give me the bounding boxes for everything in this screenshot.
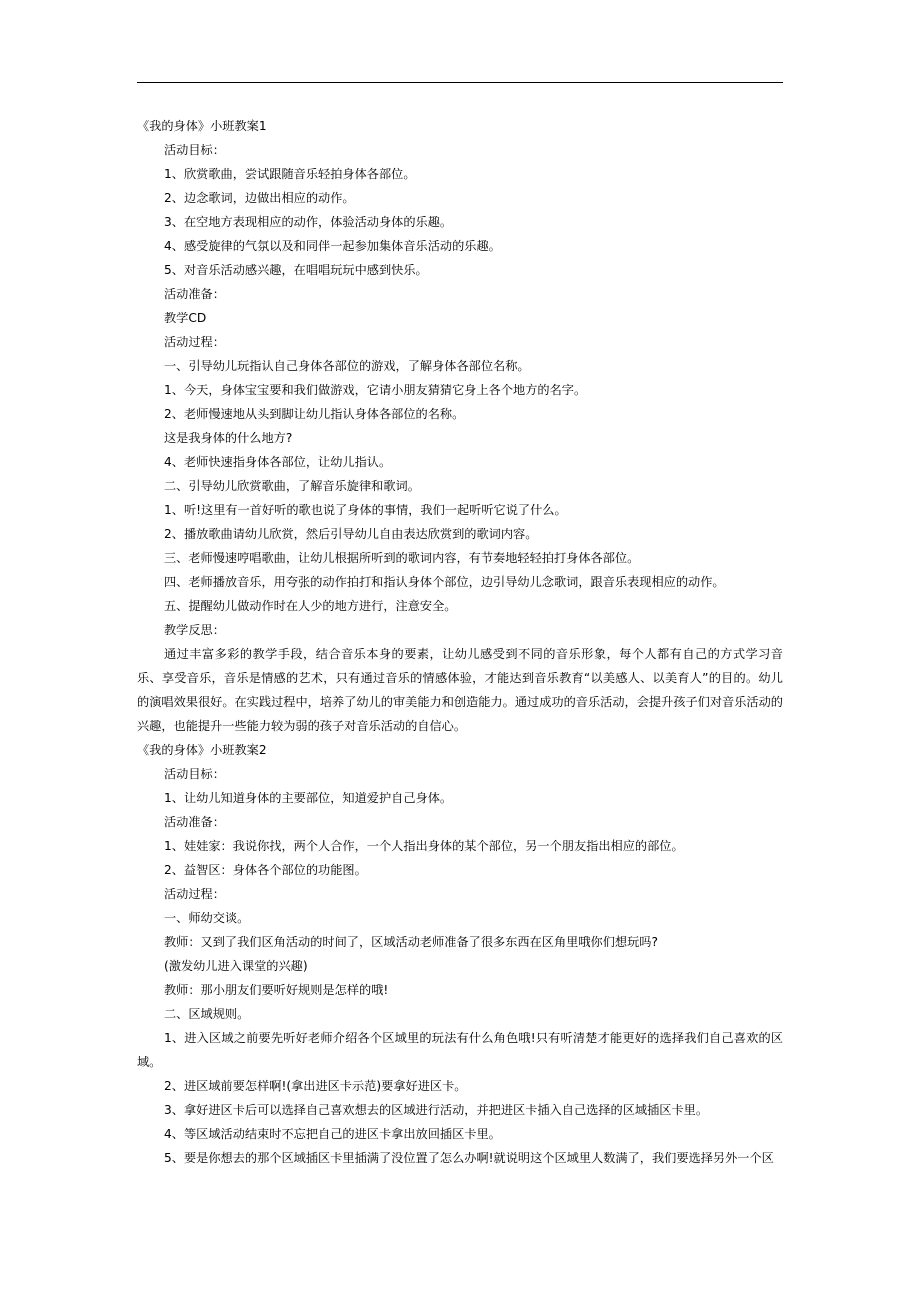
text-line: 活动过程： xyxy=(164,887,225,901)
text-line: 2、益智区：身体各个部位的功能图。 xyxy=(164,863,367,877)
text-line: 2、边念歌词，边做出相应的动作。 xyxy=(164,191,355,205)
text-line: 3、在空地方表现相应的动作，体验活动身体的乐趣。 xyxy=(164,215,453,229)
section-title: 《我的身体》小班教案1 xyxy=(137,119,267,133)
text-line: 1、娃娃家：我说你找，两个人合作，一个人指出身体的某个部位，另一个朋友指出相应的部位。 xyxy=(164,839,684,853)
text-line: 1、欣赏歌曲，尝试跟随音乐轻拍身体各部位。 xyxy=(164,167,416,181)
text-line: 教师：那小朋友们要听好规则是怎样的哦! xyxy=(164,983,389,997)
text-line: 活动过程： xyxy=(164,335,225,349)
text-line: 4、感受旋律的气氛以及和同伴一起参加集体音乐活动的乐趣。 xyxy=(164,239,501,253)
text-line: 教师：又到了我们区角活动的时间了，区域活动老师准备了很多东西在区角里哦你们想玩吗? xyxy=(164,935,658,949)
text-line: 一、引导幼儿玩指认自己身体各部位的游戏，了解身体各部位名称。 xyxy=(164,359,530,373)
text-line: 活动目标： xyxy=(164,767,225,781)
text-line: 五、提醒幼儿做动作时在人少的地方进行，注意安全。 xyxy=(164,599,457,613)
reflection-paragraph: 通过丰富多彩的教学手段，结合音乐本身的要素，让幼儿感受到不同的音乐形象，每个人都有自己的方式学习音乐、享受音乐，音乐是情感的艺术，只有通过音乐的情感体验，才能达到音乐教育“以美感人、以美育人”的目的。幼儿的演唱效果很好。在实践过程中，培养了幼儿的审美能力和创造能力。通过成功的音乐活动，会提升孩子们对音乐活动的兴趣，也能提升一些能力较为弱的孩子对音乐活动的自信心。 xyxy=(137,647,783,733)
text-line: 活动目标： xyxy=(164,143,225,157)
text-line: 2、进区域前要怎样啊!(拿出进区卡示范)要拿好进区卡。 xyxy=(164,1079,467,1093)
section-title: 《我的身体》小班教案2 xyxy=(137,743,267,757)
text-line: 二、区域规则。 xyxy=(164,1007,250,1021)
text-line: 这是我身体的什么地方? xyxy=(164,431,293,445)
document-body xyxy=(137,114,783,1170)
text-line: 教学反思： xyxy=(164,623,225,637)
text-line: 2、老师慢速地从头到脚让幼儿指认身体各部位的名称。 xyxy=(164,407,465,421)
text-line: 1、听!这里有一首好听的歌也说了身体的事情，我们一起听听它说了什么。 xyxy=(164,503,567,517)
text-line: 4、老师快速指身体各部位，让幼儿指认。 xyxy=(164,455,392,469)
text-line: 1、今天，身体宝宝要和我们做游戏，它请小朋友猜猜它身上各个地方的名字。 xyxy=(164,383,587,397)
text-line: 四、老师播放音乐，用夸张的动作拍打和指认身体个部位，边引导幼儿念歌词，跟音乐表现相应的动作。 xyxy=(164,575,725,589)
text-line: 2、播放歌曲请幼儿欣赏，然后引导幼儿自由表达欣赏到的歌词内容。 xyxy=(164,527,538,541)
text-line: (激发幼儿进入课堂的兴趣) xyxy=(164,959,308,973)
text-line: 二、引导幼儿欣赏歌曲，了解音乐旋律和歌词。 xyxy=(164,479,420,493)
text-line: 一、师幼交谈。 xyxy=(164,911,250,925)
text-line: 三、老师慢速哼唱歌曲，让幼儿根据所听到的歌词内容，有节奏地轻轻拍打身体各部位。 xyxy=(164,551,640,565)
text-line: 5、要是你想去的那个区域插区卡里插满了没位置了怎么办啊!就说明这个区域里人数满了，我们要选择另外一个区 xyxy=(164,1151,774,1165)
text-line: 活动准备： xyxy=(164,815,225,829)
text-line: 教学CD xyxy=(164,311,207,325)
header-rule xyxy=(137,82,783,83)
text-line: 3、拿好进区卡后可以选择自己喜欢想去的区域进行活动，并把进区卡插入自己选择的区域插区卡里。 xyxy=(164,1103,709,1117)
text-line: 4、等区域活动结束时不忘把自己的进区卡拿出放回插区卡里。 xyxy=(164,1127,501,1141)
rule-paragraph: 1、进入区域之前要先听好老师介绍各个区域里的玩法有什么角色哦!只有听清楚才能更好的选择我们自己喜欢的区域。 xyxy=(137,1031,783,1069)
text-line: 5、对音乐活动感兴趣，在唱唱玩玩中感到快乐。 xyxy=(164,263,428,277)
text-line: 活动准备： xyxy=(164,287,225,301)
text-line: 1、让幼儿知道身体的主要部位，知道爱护自己身体。 xyxy=(164,791,453,805)
